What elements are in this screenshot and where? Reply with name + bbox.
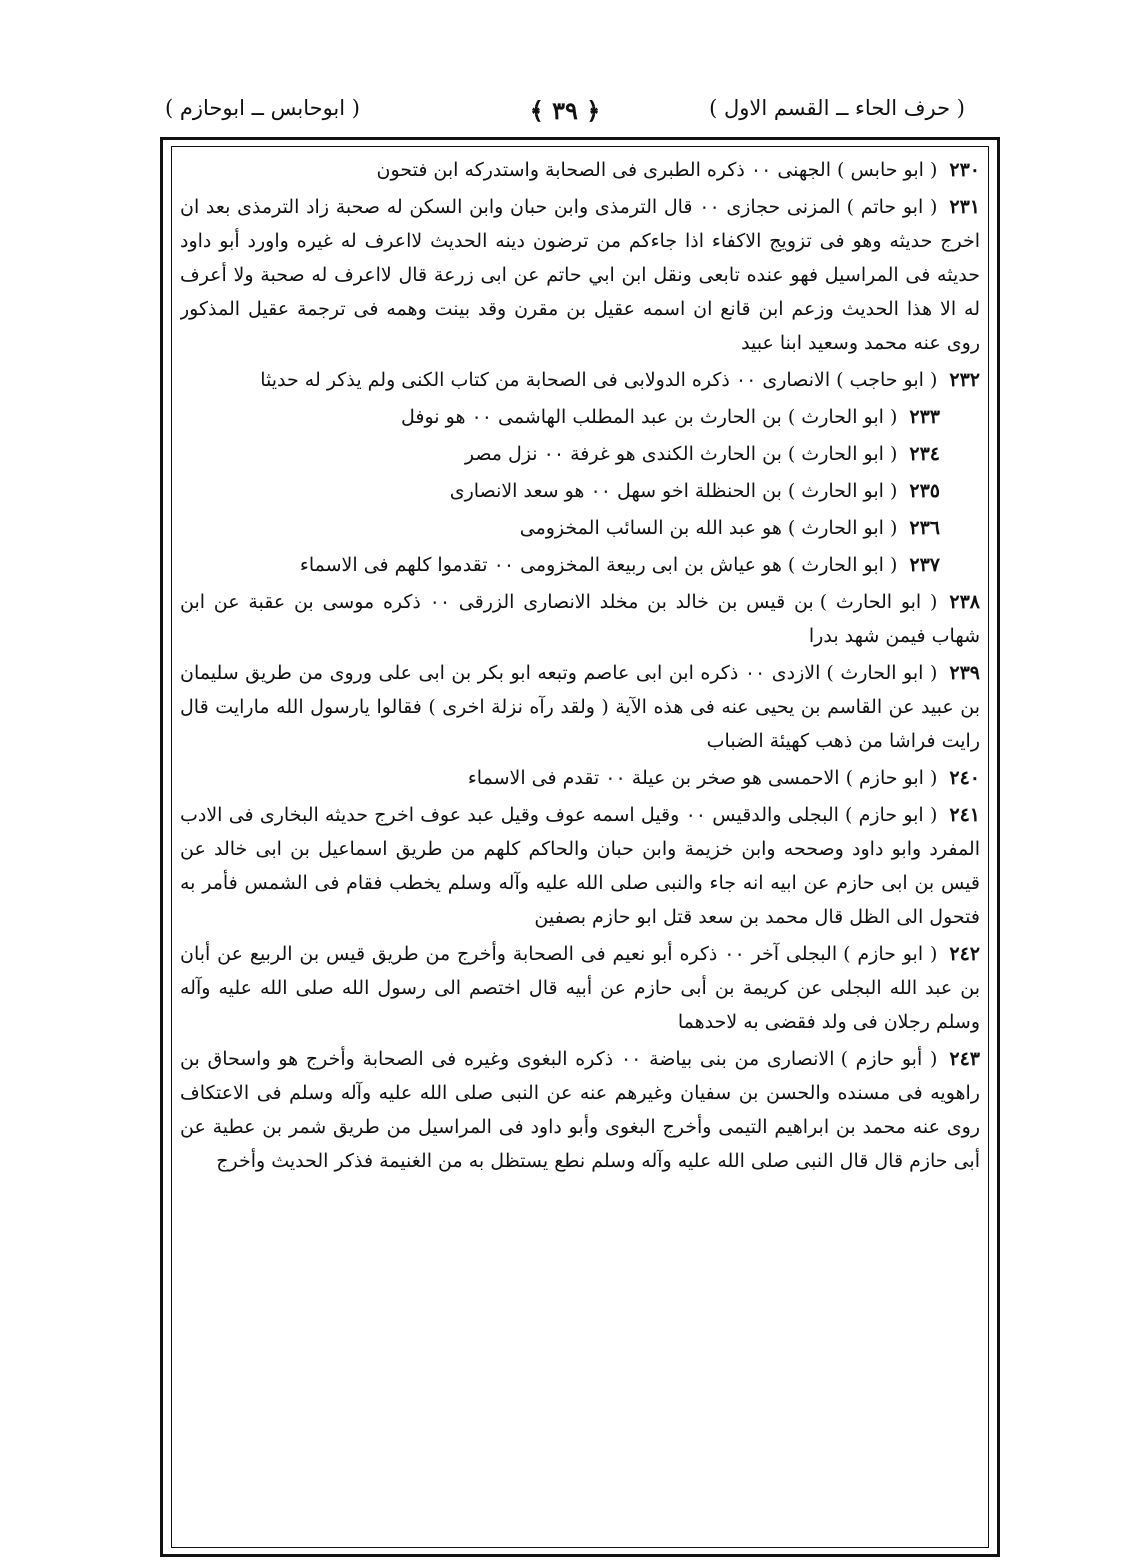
entry-name: ( ابو الحارث ) [819,591,938,613]
entries-list [180,153,980,1543]
entry-233 [180,400,980,434]
entry-232 [180,363,980,397]
entry-number: ٢٣١ [949,196,980,218]
entry-number: ٢٣٦ [909,517,940,539]
entry-name: ( ابو حازم ) [843,943,938,965]
entry-name: ( ابو حاجب ) [836,369,938,391]
entry-text: هو عياش بن ابى ربيعة المخزومى ٠٠ تقدموا كلهم فى الاسماء [299,554,782,576]
entry-range-title: ( ابوحابس ــ ابوحازم ) [165,96,360,120]
entry-number: ٢٤٢ [949,943,980,965]
entry-name: ( ابو الحارث ) [787,406,898,428]
entry-239 [180,656,980,758]
entry-text: البجلى والدقيس ٠٠ وقيل اسمه عوف وقيل عبد عوف اخرج حديثه البخارى فى الادب المفرد وابو داود وصححه وابن خزيمة وابن حبان والحاكم كلهم من طريق اسماعيل بن ابى خالد عن قيس بن ابى حازم عن ابيه انه جاء والنبى صلى الله عليه وآله وسلم يخطب فقام فى الشمس فأمر به فتحول الى الظل قال محمد بن سعد قتل ابو حازم بصفين [180,804,980,928]
entry-name: ( ابو حازم ) [844,804,938,826]
entry-name: ( ابو الحارث ) [787,480,898,502]
entry-230 [180,153,980,187]
page-header [165,96,965,136]
entry-240 [180,761,980,795]
entry-number: ٢٤٠ [949,767,980,789]
entry-text: الجهنى ٠٠ ذكره الطبرى فى الصحابة واستدركه ابن فتحون [376,159,831,181]
entry-237 [180,548,980,582]
entry-235 [180,474,980,508]
entry-number: ٢٣٣ [909,406,940,428]
entry-text: الانصارى من بنى بياضة ٠٠ ذكره البغوى وغيره فى الصحابة وأخرج هو واسحاق بن راهويه فى مسنده والحسن بن سفيان وغيرهم عنه عن النبى صلى الله عليه وآله وسلم فى الاعتكاف روى عنه محمد بن ابراهيم التيمى وأخرج البغوى وأبو داود فى المراسيل من طريق شمر بن عطية عن أبى حازم قال قال النبى صلى الله عليه وآله وسلم نطع يستظل به من الغنيمة فذكر الحديث وأخرج [180,1048,980,1172]
entry-number: ٢٣٨ [949,591,980,613]
entry-231 [180,190,980,360]
entry-name: ( ابو حاتم ) [846,196,938,218]
entry-number: ٢٣٢ [949,369,980,391]
entry-text: الاحمسى هو صخر بن عيلة ٠٠ تقدم فى الاسماء [467,767,840,789]
entry-name: ( ابو الحارث ) [787,517,898,539]
section-title: ( حرف الحاء ــ القسم الاول ) [709,96,965,120]
entry-number: ٢٤٣ [949,1048,980,1070]
entry-name: ( أبو حازم ) [840,1048,938,1070]
entry-name: ( ابو الحارث ) [787,443,898,465]
entry-number: ٢٤١ [949,804,980,826]
entry-text: بن الحنظلة اخو سهل ٠٠ هو سعد الانصارى [449,480,782,502]
entry-text: بن قيس بن خالد بن مخلد الانصارى الزرقى ٠٠ ذكره موسى بن عقبة عن ابن شهاب فيمن شهد بدرا [180,591,980,647]
entry-238 [180,585,980,653]
entry-243 [180,1042,980,1178]
entry-number: ٢٣٤ [909,443,940,465]
entry-text: بن الحارث بن عبد المطلب الهاشمى ٠٠ هو نوفل [401,406,782,428]
entry-text: بن الحارث الكندى هو غرفة ٠٠ نزل مصر [464,443,782,465]
entry-241 [180,798,980,934]
entry-number: ٢٣٧ [909,554,940,576]
entry-236 [180,511,980,545]
page-number: ﴿ ٣٩ ﴾ [529,96,601,125]
entry-234 [180,437,980,471]
entry-number: ٢٣٩ [949,662,980,684]
entry-text: الازدى ٠٠ ذكره ابن ابى عاصم وتبعه ابو بكر بن ابى على وروى من طريق سليمان بن عبيد عن القاسم بن يحيى عنه فى هذه الآية ( ولقد رآه نزلة اخرى ) فقالوا يارسول الله مارايت قال رايت فراشا من ذهب كهيئة الضباب [180,662,980,752]
entry-name: ( ابو حازم ) [845,767,938,789]
entry-name: ( ابو حابس ) [837,159,938,181]
entry-text: البجلى آخر ٠٠ ذكره أبو نعيم فى الصحابة وأخرج من طريق قيس بن الربيع عن أبان بن عبد الله البجلى عن كريمة بن أبى حازم عن أبيه قال اختصم الى رسول الله صلى الله عليه وآله وسلم رجلان فى ولد فقضى به لاحدهما [180,943,980,1033]
entry-242 [180,937,980,1039]
entry-number: ٢٣٠ [949,159,980,181]
entry-name: ( ابو الحارث ) [826,662,938,684]
entry-text: هو عبد الله بن السائب المخزومى [519,517,782,539]
entry-name: ( ابو الحارث ) [787,554,898,576]
entry-text: المزنى حجازى ٠٠ قال الترمذى وابن حبان وابن السكن له صحبة زاد الترمذى بعد ان اخرج حديثه وهو فى تزويج الاكفاء اذا جاءكم من ترضون دينه الحديث لااعرف له غيره واورد أبو داود حديثه فى المراسيل فهو عنده تابعى ونقل ابن ابي حاتم عن ابى زرعة قال لااعرف له صحبة ولا أعرف له الا هذا الحديث وزعم ابن قانع ان اسمه عقيل بن مقرن وقد بينت وهمه فى ترجمة عقيل المذكور روى عنه محمد وسعيد ابنا عبيد [180,196,980,354]
entry-text: الانصارى ٠٠ ذكره الدولابى فى الصحابة من كتاب الكنى ولم يذكر له حديثا [260,369,831,391]
entry-number: ٢٣٥ [909,480,940,502]
